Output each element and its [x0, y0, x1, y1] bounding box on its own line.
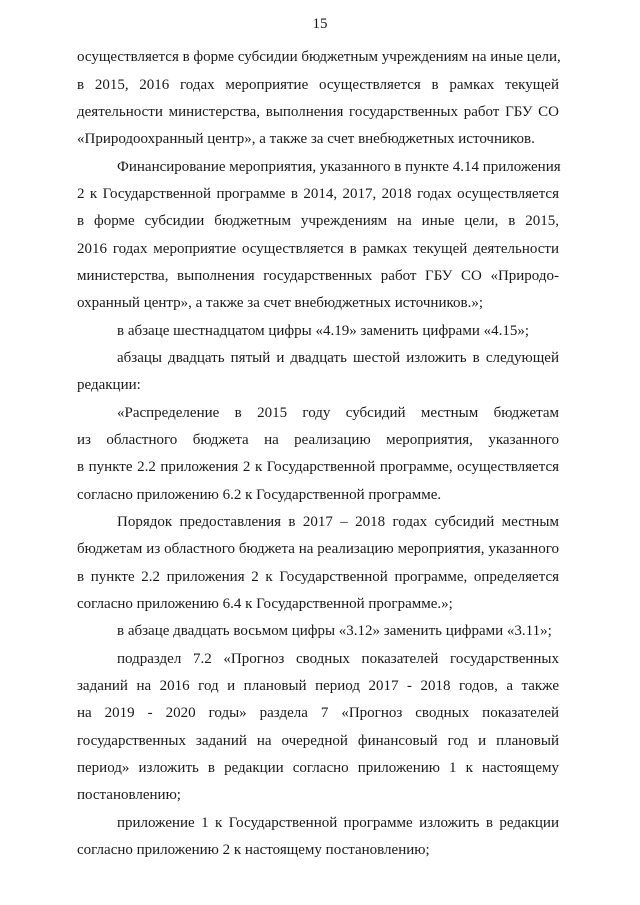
text-line: постановлению;	[77, 787, 181, 803]
text-line: согласно приложению 2 к настоящему постановлению;	[77, 842, 430, 858]
text-line: согласно приложению 6.2 к Государственной программе.	[77, 487, 442, 503]
text-line: «Природоохранный центр», а также за счет внебюджетных источников.	[77, 131, 535, 147]
text-line: осуществляется в форме субсидии бюджетным учреждениям на иные цели,	[77, 49, 561, 65]
text-line: в пункте 2.2 приложения 2 к Государственной программе, осуществляется	[77, 459, 559, 475]
text-line: в пункте 2.2 приложения 2 к Государственной программе, определяется	[77, 569, 559, 585]
text-line: приложение 1 к Государственной программе изложить в редакции	[117, 815, 559, 831]
text-line: на 2019 - 2020 годы» раздела 7 «Прогноз сводных показателей	[77, 705, 559, 721]
text-line: в форме субсидии бюджетным учреждениям на иные цели, в 2015,	[77, 213, 559, 229]
text-line: бюджетам из областного бюджета на реализацию мероприятия, указанного	[77, 541, 559, 557]
text-line: 2 к Государственной программе в 2014, 2017, 2018 годах осуществляется	[77, 186, 559, 202]
text-line: редакции:	[77, 377, 141, 393]
text-line: Порядок предоставления в 2017 – 2018 годах субсидий местным	[117, 514, 559, 530]
text-line: деятельности министерства, выполнения государственных работ ГБУ СО	[77, 104, 559, 120]
text-line: из областного бюджета на реализацию мероприятия, указанного	[77, 432, 559, 448]
text-line: абзацы двадцать пятый и двадцать шестой изложить в следующей	[117, 350, 559, 366]
text-line: 2016 годах мероприятие осуществляется в рамках текущей деятельности	[77, 241, 559, 257]
text-line: в абзаце шестнадцатом цифры «4.19» заменить цифрами «4.15»;	[117, 323, 530, 339]
text-line: в 2015, 2016 годах мероприятие осуществляется в рамках текущей	[77, 77, 559, 93]
text-line: в абзаце двадцать восьмом цифры «3.12» заменить цифрами «3.11»;	[117, 623, 552, 639]
text-line: государственных заданий на очередной финансовый год и плановый	[77, 733, 559, 749]
text-line: период» изложить в редакции согласно приложению 1 к настоящему	[77, 760, 559, 776]
text-line: Финансирование мероприятия, указанного в пункте 4.14 приложения	[117, 159, 561, 175]
page-number: 15	[312, 16, 328, 32]
text-line: министерства, выполнения государственных работ ГБУ СО «Природо-	[77, 268, 559, 284]
text-line: заданий на 2016 год и плановый период 2017 - 2018 годов, а также	[77, 678, 559, 694]
text-line: охранный центр», а также за счет внебюджетных источников.»;	[77, 295, 483, 311]
text-line: «Распределение в 2015 году субсидий местным бюджетам	[117, 405, 559, 421]
text-line: согласно приложению 6.4 к Государственной программе.»;	[77, 596, 453, 612]
text-line: подраздел 7.2 «Прогноз сводных показателей государственных	[117, 651, 559, 667]
